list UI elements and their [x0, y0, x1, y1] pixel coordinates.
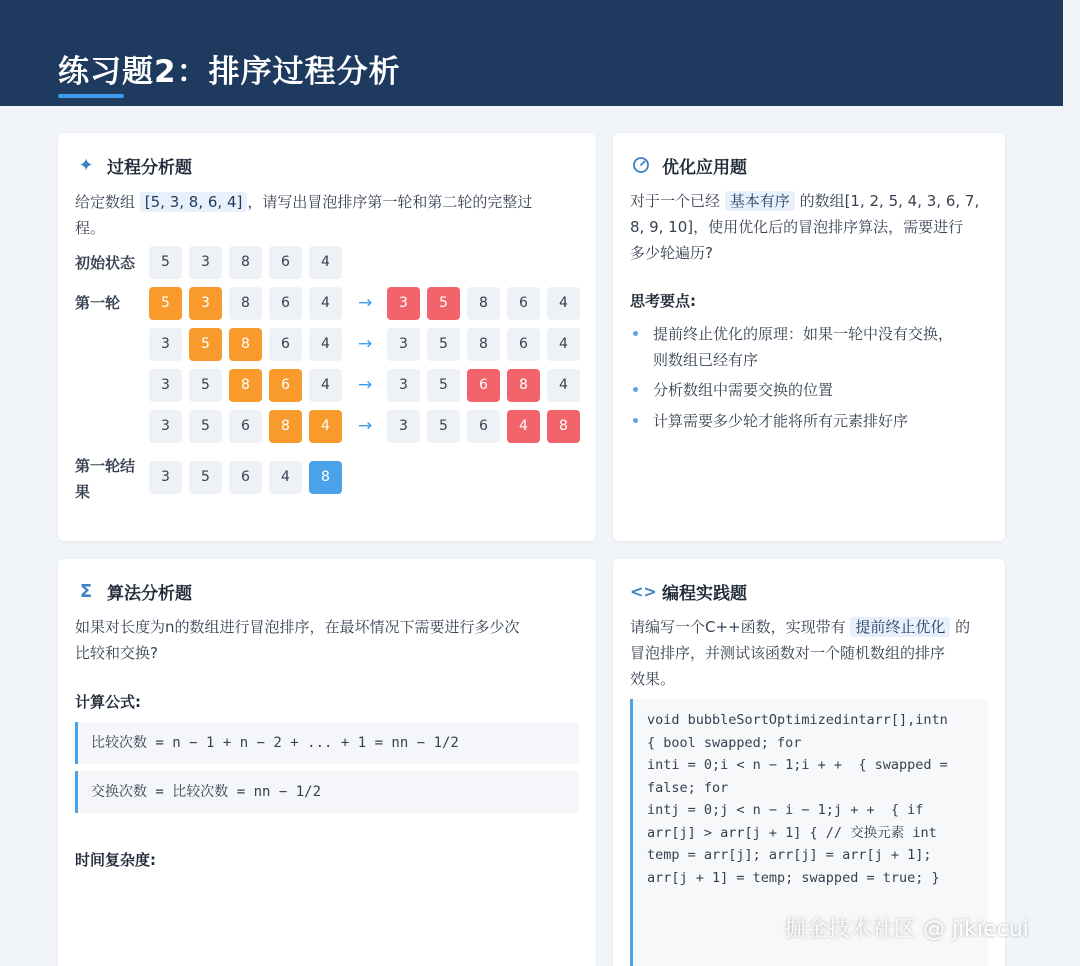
desc-text: ，请写出冒泡排序第一轮和第二轮的完整过: [247, 193, 533, 211]
desc-text: 对于一个已经: [630, 192, 725, 210]
keyword-highlight: 提前终止优化: [850, 617, 950, 637]
card-title: 优化应用题: [662, 158, 747, 178]
array-cell: 4: [309, 328, 342, 361]
label-result-line: 果: [75, 483, 91, 501]
card-process-analysis: [58, 133, 596, 541]
desc-text: 效果。: [630, 670, 676, 688]
page-header: [0, 0, 1063, 106]
arrow-right-icon: →: [358, 293, 373, 313]
desc-text: 程。: [75, 219, 106, 237]
array-cell: 6: [269, 328, 302, 361]
array-cell: 3: [387, 287, 420, 320]
array-cell: 3: [387, 328, 420, 361]
complexity-title: 时间复杂度:: [75, 851, 156, 869]
array-cell: 4: [547, 369, 580, 402]
bullet-item: [653, 377, 833, 403]
array-cell: 8: [269, 410, 302, 443]
array-cell: 8: [507, 369, 540, 402]
array-cell: 8: [467, 328, 500, 361]
array-cell: 6: [269, 287, 302, 320]
array-cell: 4: [547, 328, 580, 361]
watermark: 掘金技术社区 @ jikiecui: [784, 917, 1029, 942]
array-cell: 5: [427, 410, 460, 443]
array-cell: 8: [229, 246, 262, 279]
array-cell: 4: [309, 287, 342, 320]
bullet-text: 计算需要多少轮才能将所有元素排好序: [653, 412, 909, 430]
desc-text: 请编写一个C++函数，实现带有: [630, 618, 851, 636]
array-cell: 8: [229, 369, 262, 402]
arrow-right-icon: →: [358, 416, 373, 436]
array-cell: 8: [229, 328, 262, 361]
array-cell: 8: [467, 287, 500, 320]
array-cell: 4: [309, 410, 342, 443]
array-cell: 3: [189, 287, 222, 320]
sparkle-icon: ✦: [78, 154, 94, 176]
array-cell: 5: [189, 461, 222, 494]
card-header: [630, 579, 747, 604]
array-cell: 4: [309, 369, 342, 402]
array-cell: 5: [427, 369, 460, 402]
formula-title: 计算公式:: [75, 693, 141, 711]
desc-text: 冒泡排序，并测试该函数对一个随机数组的排序: [630, 644, 946, 662]
desc-text: 如果对长度为n的数组进行冒泡排序，在最坏情况下需要进行多少次: [75, 618, 520, 636]
card-title: 编程实践题: [662, 584, 747, 604]
formula-comparisons: 比较次数 = n − 1 + n − 2 + ... + 1 = nn − 1/2: [75, 722, 579, 764]
card-description: [75, 189, 585, 241]
bullet-dot: [633, 418, 638, 423]
bullet-text: 分析数组中需要交换的位置: [653, 381, 834, 399]
sigma-icon: Σ: [79, 580, 93, 602]
bullet-text: 提前终止优化的原理：如果一轮中没有交换，: [653, 325, 954, 343]
formula-swaps: 交换次数 = 比较次数 = nn − 1/2: [75, 771, 579, 813]
bullet-item: [653, 321, 953, 373]
array-cell: 3: [189, 246, 222, 279]
array-cell: 3: [149, 369, 182, 402]
array-cell: 8: [547, 410, 580, 443]
card-header: [75, 153, 192, 178]
card-description: [630, 614, 995, 692]
array-cell: 4: [309, 246, 342, 279]
page-title: 练习题2：排序过程分析: [58, 54, 401, 90]
array-cell: 4: [507, 410, 540, 443]
label-round1: 第一轮: [75, 294, 121, 312]
label-initial: 初始状态: [75, 254, 136, 272]
array-cell: 5: [189, 369, 222, 402]
desc-text: 多少轮遍历?: [630, 244, 713, 262]
array-cell: 8: [229, 287, 262, 320]
array-cell: 8: [309, 461, 342, 494]
array-cell: 5: [189, 328, 222, 361]
bullet-text: 则数组已经有序: [653, 351, 759, 369]
array-cell: 3: [149, 461, 182, 494]
points-title: 思考要点:: [630, 292, 696, 310]
label-result-line: 第一轮结: [75, 457, 136, 475]
card-title: 过程分析题: [107, 158, 192, 178]
array-cell: 6: [467, 410, 500, 443]
keyword-highlight: 基本有序: [725, 191, 795, 211]
card-algorithm-analysis: [58, 559, 596, 966]
array-cell: 3: [387, 369, 420, 402]
arrow-right-icon: →: [358, 375, 373, 395]
array-cell: 6: [467, 369, 500, 402]
desc-text: 的数组[1, 2, 5, 4, 3, 6, 7,: [794, 192, 980, 210]
desc-text: 的: [950, 618, 971, 636]
array-cell: 5: [149, 246, 182, 279]
gauge-icon: [630, 155, 652, 177]
code-icon: <>: [630, 581, 657, 601]
array-cell: 4: [547, 287, 580, 320]
card-programming-practice: [613, 559, 1005, 966]
card-description: [630, 188, 995, 266]
card-description: [75, 614, 585, 666]
card-header: [75, 579, 192, 604]
desc-text: 8, 9, 10]，使用优化后的冒泡排序算法，需要进行: [630, 218, 964, 236]
array-cell: 3: [149, 328, 182, 361]
array-cell: 3: [149, 410, 182, 443]
bullet-dot: [633, 331, 638, 336]
desc-text: 比较和交换?: [75, 644, 158, 662]
code-block: void bubbleSortOptimizedintarr[],intn { bool swapped; for inti = 0;i < n − 1;i + + { swapped = false; for intj = 0;j < n − i − 1;j + + { if arr[j] > arr[j + 1] { // 交换元素 int temp = arr[j]; arr[j] = arr[j + 1]; arr[j + 1] = temp; swapped = true; }: [630, 699, 988, 966]
array-cell: 6: [507, 287, 540, 320]
array-cell: 6: [229, 461, 262, 494]
array-cell: 5: [149, 287, 182, 320]
array-cell: 5: [189, 410, 222, 443]
title-underline: [58, 94, 124, 98]
array-cell: 3: [387, 410, 420, 443]
array-cell: 6: [229, 410, 262, 443]
array-cell: 5: [427, 287, 460, 320]
card-header: [630, 153, 747, 178]
array-cell: 4: [269, 461, 302, 494]
card-title: 算法分析题: [107, 584, 192, 604]
bullet-dot: [633, 387, 638, 392]
array-highlight: [5, 3, 8, 6, 4]: [140, 192, 248, 212]
array-cell: 6: [269, 246, 302, 279]
label-result: [75, 453, 135, 505]
array-cell: 5: [427, 328, 460, 361]
card-optimization: [613, 133, 1005, 541]
array-cell: 6: [269, 369, 302, 402]
arrow-right-icon: →: [358, 334, 373, 354]
bullet-item: [653, 408, 908, 434]
array-cell: 6: [507, 328, 540, 361]
desc-text: 给定数组: [75, 193, 140, 211]
